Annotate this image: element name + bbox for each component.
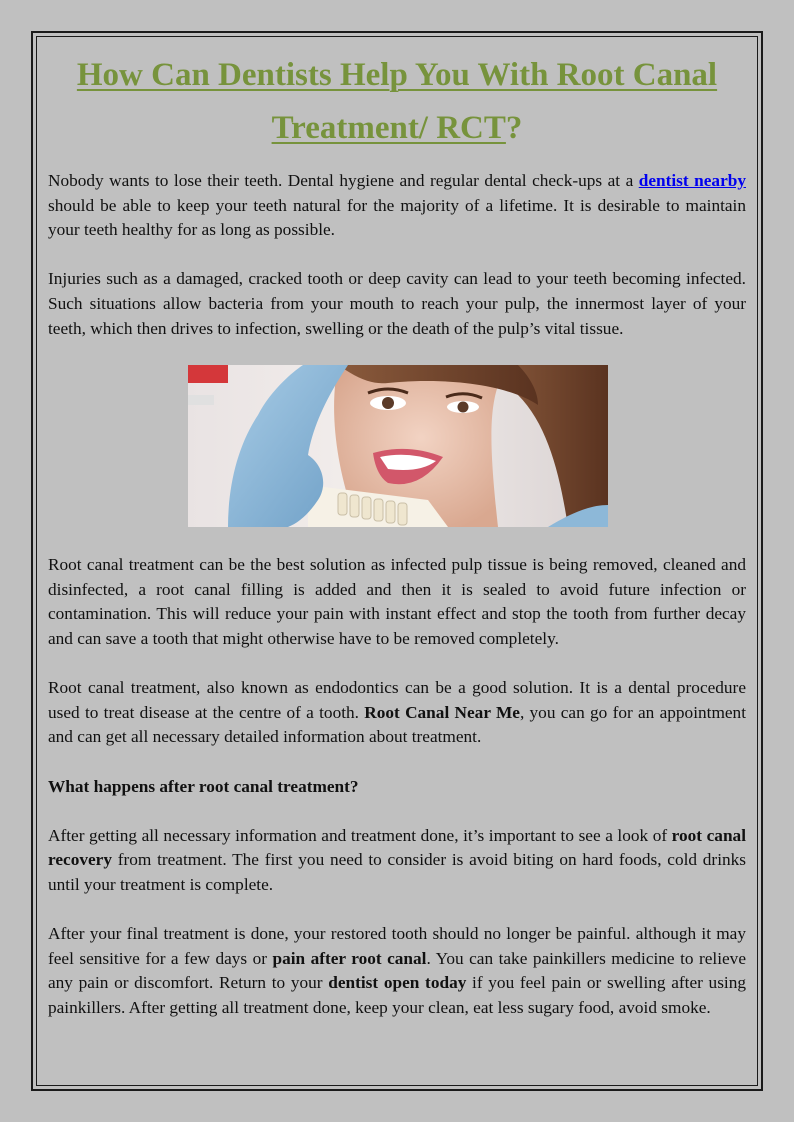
photo-container	[48, 365, 746, 527]
intro-text-start: Nobody wants to lose their teeth. Dental hygiene and regular dental check-ups at a	[48, 171, 639, 190]
section-heading: What happens after root canal treatment?	[48, 776, 359, 796]
aftercare-text-1: After your final treatment is done, your restored tooth should no longer be painful. although it may feel sensitive for a few days or	[48, 924, 746, 968]
title-line-2: Treatment/ RCT	[271, 110, 506, 146]
keyword-root-canal-recovery: root canal recovery	[48, 825, 746, 870]
keyword-pain-after-root-canal: pain after root canal	[272, 948, 427, 968]
recovery-text-start: After getting all necessary information and treatment done, it’s important to see a look of	[48, 825, 672, 845]
paragraph-aftercare	[48, 922, 746, 1020]
title-question-mark: ?	[505, 110, 523, 146]
paragraph-recovery	[48, 824, 746, 898]
endo-text-end: , you can go for an appointment and can get all necessary detailed information about treatment.	[48, 702, 746, 747]
endo-text-start: Root canal treatment, also known as endodontics can be a good solution. It is a dental procedure used to treat disease at the centre of a tooth.	[48, 678, 746, 722]
recovery-text-end: from treatment. The first you need to consider is avoid biting on hard foods, cold drinks until your treatment is complete.	[48, 850, 746, 894]
aftercare-text-3: if you feel pain or swelling after using painkillers. After getting all treatment done, keep your clean, eat less sugary food, avoid smoke.	[48, 973, 747, 1017]
paragraph-endodontics	[48, 676, 746, 750]
title-line-1: How Can Dentists Help You With Root Canal	[76, 57, 718, 93]
document-body	[48, 48, 746, 1020]
document-title	[48, 48, 746, 155]
paragraph-injuries: Injuries such as a damaged, cracked tooth or deep cavity can lead to your teeth becoming infected. Such situations allow bacteria from your mouth to reach your pulp, the innermost layer of your teeth, which then drives to infection, swelling or the death of the pulp’s vital tissue.	[48, 269, 746, 338]
paragraph-treatment-benefits: Root canal treatment can be the best solution as infected pulp tissue is being removed, cleaned and disinfected, a root canal filling is added and then it is sealed to avoid future infection or contamination. This will reduce your pain with instant effect and stop the tooth from further decay and can save a tooth that might otherwise have to be removed completely.	[48, 555, 746, 648]
aftercare-text-2: . You can take painkillers medicine to relieve any pain or discomfort. Return to your	[48, 948, 746, 993]
keyword-dentist-open-today: dentist open today	[328, 973, 467, 993]
keyword-root-canal-near-me: Root Canal Near Me	[364, 702, 520, 722]
dental-patient-photo	[188, 365, 608, 527]
intro-text-end: should be able to keep your teeth natural for the majority of a lifetime. It is desirable to maintain your teeth healthy for as long as possible.	[48, 195, 746, 240]
dentist-nearby-link[interactable]: dentist nearby	[638, 171, 746, 190]
paragraph-intro	[48, 169, 746, 243]
